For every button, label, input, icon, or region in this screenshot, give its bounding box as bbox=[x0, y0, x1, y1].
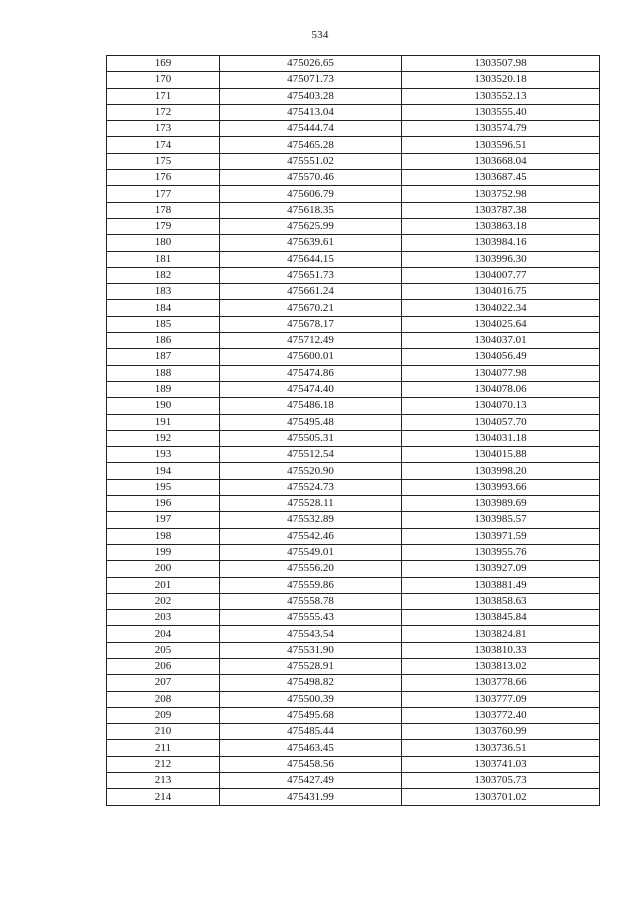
y-coordinate-cell: 1304078.06 bbox=[402, 381, 600, 397]
y-coordinate-cell: 1303705.73 bbox=[402, 773, 600, 789]
y-coordinate-cell: 1303668.04 bbox=[402, 153, 600, 169]
y-coordinate-cell: 1304070.13 bbox=[402, 398, 600, 414]
y-coordinate-cell: 1303760.99 bbox=[402, 724, 600, 740]
point-number-cell: 202 bbox=[107, 593, 220, 609]
table-row bbox=[107, 398, 600, 414]
table-row bbox=[107, 284, 600, 300]
x-coordinate-cell: 475555.43 bbox=[220, 610, 402, 626]
point-number-cell: 179 bbox=[107, 218, 220, 234]
point-number-cell: 187 bbox=[107, 349, 220, 365]
x-coordinate-cell: 475071.73 bbox=[220, 72, 402, 88]
x-coordinate-cell: 475524.73 bbox=[220, 479, 402, 495]
x-coordinate-cell: 475500.39 bbox=[220, 691, 402, 707]
point-number-cell: 214 bbox=[107, 789, 220, 805]
y-coordinate-cell: 1303813.02 bbox=[402, 658, 600, 674]
point-number-cell: 182 bbox=[107, 267, 220, 283]
table-row bbox=[107, 267, 600, 283]
y-coordinate-cell: 1304056.49 bbox=[402, 349, 600, 365]
table-row bbox=[107, 414, 600, 430]
table-row bbox=[107, 479, 600, 495]
x-coordinate-cell: 475403.28 bbox=[220, 88, 402, 104]
point-number-cell: 184 bbox=[107, 300, 220, 316]
table-row bbox=[107, 72, 600, 88]
table-row bbox=[107, 789, 600, 805]
y-coordinate-cell: 1303993.66 bbox=[402, 479, 600, 495]
table-row bbox=[107, 333, 600, 349]
x-coordinate-cell: 475486.18 bbox=[220, 398, 402, 414]
x-coordinate-cell: 475495.48 bbox=[220, 414, 402, 430]
y-coordinate-cell: 1304077.98 bbox=[402, 365, 600, 381]
point-number-cell: 172 bbox=[107, 104, 220, 120]
table-row bbox=[107, 447, 600, 463]
coordinates-table-body bbox=[107, 56, 600, 806]
x-coordinate-cell: 475549.01 bbox=[220, 544, 402, 560]
point-number-cell: 206 bbox=[107, 658, 220, 674]
table-row bbox=[107, 544, 600, 560]
point-number-cell: 178 bbox=[107, 202, 220, 218]
x-coordinate-cell: 475542.46 bbox=[220, 528, 402, 544]
x-coordinate-cell: 475678.17 bbox=[220, 316, 402, 332]
x-coordinate-cell: 475625.99 bbox=[220, 218, 402, 234]
point-number-cell: 201 bbox=[107, 577, 220, 593]
coordinates-table bbox=[106, 55, 600, 806]
x-coordinate-cell: 475528.91 bbox=[220, 658, 402, 674]
x-coordinate-cell: 475474.86 bbox=[220, 365, 402, 381]
x-coordinate-cell: 475427.49 bbox=[220, 773, 402, 789]
x-coordinate-cell: 475512.54 bbox=[220, 447, 402, 463]
y-coordinate-cell: 1303858.63 bbox=[402, 593, 600, 609]
table-row bbox=[107, 561, 600, 577]
y-coordinate-cell: 1303984.16 bbox=[402, 235, 600, 251]
y-coordinate-cell: 1303998.20 bbox=[402, 463, 600, 479]
x-coordinate-cell: 475644.15 bbox=[220, 251, 402, 267]
x-coordinate-cell: 475485.44 bbox=[220, 724, 402, 740]
y-coordinate-cell: 1303555.40 bbox=[402, 104, 600, 120]
point-number-cell: 203 bbox=[107, 610, 220, 626]
x-coordinate-cell: 475026.65 bbox=[220, 56, 402, 72]
y-coordinate-cell: 1303824.81 bbox=[402, 626, 600, 642]
table-row bbox=[107, 251, 600, 267]
x-coordinate-cell: 475495.68 bbox=[220, 707, 402, 723]
point-number-cell: 170 bbox=[107, 72, 220, 88]
table-row bbox=[107, 658, 600, 674]
y-coordinate-cell: 1303507.98 bbox=[402, 56, 600, 72]
x-coordinate-cell: 475444.74 bbox=[220, 121, 402, 137]
point-number-cell: 175 bbox=[107, 153, 220, 169]
table-row bbox=[107, 430, 600, 446]
x-coordinate-cell: 475465.28 bbox=[220, 137, 402, 153]
y-coordinate-cell: 1303701.02 bbox=[402, 789, 600, 805]
x-coordinate-cell: 475639.61 bbox=[220, 235, 402, 251]
point-number-cell: 183 bbox=[107, 284, 220, 300]
table-row bbox=[107, 707, 600, 723]
point-number-cell: 174 bbox=[107, 137, 220, 153]
table-row bbox=[107, 202, 600, 218]
x-coordinate-cell: 475618.35 bbox=[220, 202, 402, 218]
point-number-cell: 208 bbox=[107, 691, 220, 707]
point-number-cell: 169 bbox=[107, 56, 220, 72]
y-coordinate-cell: 1303971.59 bbox=[402, 528, 600, 544]
y-coordinate-cell: 1304037.01 bbox=[402, 333, 600, 349]
x-coordinate-cell: 475651.73 bbox=[220, 267, 402, 283]
table-row bbox=[107, 104, 600, 120]
x-coordinate-cell: 475531.90 bbox=[220, 642, 402, 658]
point-number-cell: 193 bbox=[107, 447, 220, 463]
table-row bbox=[107, 626, 600, 642]
table-row bbox=[107, 740, 600, 756]
point-number-cell: 173 bbox=[107, 121, 220, 137]
y-coordinate-cell: 1303996.30 bbox=[402, 251, 600, 267]
point-number-cell: 181 bbox=[107, 251, 220, 267]
y-coordinate-cell: 1304007.77 bbox=[402, 267, 600, 283]
point-number-cell: 195 bbox=[107, 479, 220, 495]
point-number-cell: 194 bbox=[107, 463, 220, 479]
table-row bbox=[107, 88, 600, 104]
table-row bbox=[107, 186, 600, 202]
y-coordinate-cell: 1304025.64 bbox=[402, 316, 600, 332]
y-coordinate-cell: 1303989.69 bbox=[402, 496, 600, 512]
x-coordinate-cell: 475712.49 bbox=[220, 333, 402, 349]
y-coordinate-cell: 1304057.70 bbox=[402, 414, 600, 430]
y-coordinate-cell: 1303810.33 bbox=[402, 642, 600, 658]
x-coordinate-cell: 475520.90 bbox=[220, 463, 402, 479]
point-number-cell: 199 bbox=[107, 544, 220, 560]
x-coordinate-cell: 475670.21 bbox=[220, 300, 402, 316]
point-number-cell: 176 bbox=[107, 170, 220, 186]
y-coordinate-cell: 1303778.66 bbox=[402, 675, 600, 691]
x-coordinate-cell: 475600.01 bbox=[220, 349, 402, 365]
y-coordinate-cell: 1303927.09 bbox=[402, 561, 600, 577]
table-row bbox=[107, 463, 600, 479]
y-coordinate-cell: 1303596.51 bbox=[402, 137, 600, 153]
table-row bbox=[107, 593, 600, 609]
table-row bbox=[107, 675, 600, 691]
x-coordinate-cell: 475505.31 bbox=[220, 430, 402, 446]
y-coordinate-cell: 1304022.34 bbox=[402, 300, 600, 316]
table-row bbox=[107, 577, 600, 593]
y-coordinate-cell: 1303736.51 bbox=[402, 740, 600, 756]
x-coordinate-cell: 475543.54 bbox=[220, 626, 402, 642]
x-coordinate-cell: 475458.56 bbox=[220, 756, 402, 772]
point-number-cell: 211 bbox=[107, 740, 220, 756]
point-number-cell: 177 bbox=[107, 186, 220, 202]
point-number-cell: 213 bbox=[107, 773, 220, 789]
table-row bbox=[107, 349, 600, 365]
x-coordinate-cell: 475413.04 bbox=[220, 104, 402, 120]
point-number-cell: 212 bbox=[107, 756, 220, 772]
table-row bbox=[107, 496, 600, 512]
x-coordinate-cell: 475463.45 bbox=[220, 740, 402, 756]
x-coordinate-cell: 475559.86 bbox=[220, 577, 402, 593]
y-coordinate-cell: 1303772.40 bbox=[402, 707, 600, 723]
x-coordinate-cell: 475474.40 bbox=[220, 381, 402, 397]
y-coordinate-cell: 1303687.45 bbox=[402, 170, 600, 186]
x-coordinate-cell: 475498.82 bbox=[220, 675, 402, 691]
table-row bbox=[107, 137, 600, 153]
y-coordinate-cell: 1303955.76 bbox=[402, 544, 600, 560]
table-row bbox=[107, 316, 600, 332]
table-row bbox=[107, 512, 600, 528]
point-number-cell: 180 bbox=[107, 235, 220, 251]
page-number: 534 bbox=[311, 29, 329, 41]
point-number-cell: 171 bbox=[107, 88, 220, 104]
y-coordinate-cell: 1303787.38 bbox=[402, 202, 600, 218]
x-coordinate-cell: 475570.46 bbox=[220, 170, 402, 186]
table-row bbox=[107, 170, 600, 186]
y-coordinate-cell: 1304016.75 bbox=[402, 284, 600, 300]
y-coordinate-cell: 1304031.18 bbox=[402, 430, 600, 446]
point-number-cell: 209 bbox=[107, 707, 220, 723]
table-row bbox=[107, 381, 600, 397]
point-number-cell: 190 bbox=[107, 398, 220, 414]
table-row bbox=[107, 218, 600, 234]
point-number-cell: 207 bbox=[107, 675, 220, 691]
x-coordinate-cell: 475528.11 bbox=[220, 496, 402, 512]
table-row bbox=[107, 121, 600, 137]
table-row bbox=[107, 773, 600, 789]
point-number-cell: 197 bbox=[107, 512, 220, 528]
y-coordinate-cell: 1303845.84 bbox=[402, 610, 600, 626]
table-row bbox=[107, 56, 600, 72]
y-coordinate-cell: 1303752.98 bbox=[402, 186, 600, 202]
point-number-cell: 210 bbox=[107, 724, 220, 740]
point-number-cell: 188 bbox=[107, 365, 220, 381]
point-number-cell: 186 bbox=[107, 333, 220, 349]
point-number-cell: 192 bbox=[107, 430, 220, 446]
y-coordinate-cell: 1303985.57 bbox=[402, 512, 600, 528]
point-number-cell: 205 bbox=[107, 642, 220, 658]
y-coordinate-cell: 1303552.13 bbox=[402, 88, 600, 104]
table-row bbox=[107, 153, 600, 169]
y-coordinate-cell: 1303881.49 bbox=[402, 577, 600, 593]
point-number-cell: 191 bbox=[107, 414, 220, 430]
y-coordinate-cell: 1303520.18 bbox=[402, 72, 600, 88]
point-number-cell: 189 bbox=[107, 381, 220, 397]
table-row bbox=[107, 528, 600, 544]
x-coordinate-cell: 475606.79 bbox=[220, 186, 402, 202]
point-number-cell: 185 bbox=[107, 316, 220, 332]
y-coordinate-cell: 1303777.09 bbox=[402, 691, 600, 707]
y-coordinate-cell: 1304015.88 bbox=[402, 447, 600, 463]
table-row bbox=[107, 756, 600, 772]
y-coordinate-cell: 1303863.18 bbox=[402, 218, 600, 234]
table-row bbox=[107, 235, 600, 251]
table-row bbox=[107, 610, 600, 626]
table-row bbox=[107, 365, 600, 381]
x-coordinate-cell: 475558.78 bbox=[220, 593, 402, 609]
point-number-cell: 198 bbox=[107, 528, 220, 544]
table-row bbox=[107, 642, 600, 658]
y-coordinate-cell: 1303574.79 bbox=[402, 121, 600, 137]
point-number-cell: 204 bbox=[107, 626, 220, 642]
table-row bbox=[107, 724, 600, 740]
point-number-cell: 196 bbox=[107, 496, 220, 512]
x-coordinate-cell: 475556.20 bbox=[220, 561, 402, 577]
x-coordinate-cell: 475551.02 bbox=[220, 153, 402, 169]
x-coordinate-cell: 475661.24 bbox=[220, 284, 402, 300]
x-coordinate-cell: 475532.89 bbox=[220, 512, 402, 528]
table-row bbox=[107, 691, 600, 707]
y-coordinate-cell: 1303741.03 bbox=[402, 756, 600, 772]
point-number-cell: 200 bbox=[107, 561, 220, 577]
x-coordinate-cell: 475431.99 bbox=[220, 789, 402, 805]
table-row bbox=[107, 300, 600, 316]
